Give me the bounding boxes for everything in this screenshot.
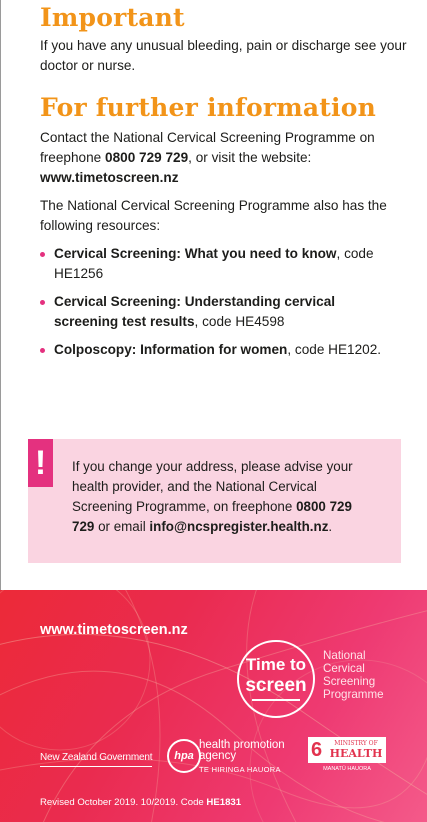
bullet-dot bbox=[40, 348, 45, 353]
resource-code: , code HE4598 bbox=[194, 314, 285, 329]
resources-intro: The National Cervical Screening Programme also has the following resources: bbox=[40, 198, 387, 233]
important-heading: Important bbox=[40, 3, 185, 32]
resource-title: Colposcopy: Information for women bbox=[54, 342, 288, 357]
ministry-of-health-logo: 6 MINISTRY OF HEALTH bbox=[308, 737, 386, 763]
address-notice bbox=[28, 439, 401, 563]
contact-paragraph: Contact the National Cervical Screening Programme on freephone 0800 729 729, or visit the website: www.timetoscreen.nz bbox=[40, 130, 375, 185]
notice-text: If you change your address, please advise your health provider, and the National Cervical Screening Programme, on freephone 0800 729 729 or email info@ncspregister.health.nz. bbox=[72, 459, 353, 534]
hpa-logo-text: health promotion agency bbox=[199, 739, 285, 762]
time-to-screen-logo: Time to screen bbox=[237, 640, 315, 718]
exclamation-icon: ! bbox=[28, 439, 53, 487]
resource-code: , code HE1202. bbox=[287, 342, 382, 357]
bullet-dot bbox=[40, 252, 45, 257]
revision-info: Revised October 2019. 10/2019. Code HE1831 bbox=[40, 797, 242, 808]
hpa-maori-name: TE HIRINGA HAUORA bbox=[199, 765, 281, 774]
email-link[interactable]: info@ncspregister.health.nz bbox=[149, 519, 329, 534]
resource-code: , code HE1256 bbox=[54, 246, 374, 281]
resource-title: Cervical Screening: What you need to know bbox=[54, 246, 337, 261]
freephone-number: 0800 729 729 bbox=[105, 150, 189, 165]
important-text: If you have any unusual bleeding, pain or discharge see your doctor or nurse. bbox=[40, 38, 407, 73]
website-link[interactable]: www.timetoscreen.nz bbox=[40, 170, 179, 185]
hpa-logo-icon: hpa bbox=[167, 739, 201, 773]
programme-name: National Cervical Screening Programme bbox=[323, 649, 384, 701]
footer-banner bbox=[0, 590, 427, 822]
footer-website-link[interactable]: www.timetoscreen.nz bbox=[40, 622, 188, 638]
further-info-heading: For further information bbox=[40, 93, 376, 122]
notice-phone: 0800 729 729 bbox=[72, 499, 352, 534]
moh-maori-name: MANATŪ HAUORA bbox=[323, 766, 371, 772]
nz-government-logo: New Zealand Government bbox=[40, 752, 153, 763]
bullet-dot bbox=[40, 300, 45, 305]
resource-title: Cervical Screening: Understanding cervical screening test results bbox=[54, 294, 336, 329]
